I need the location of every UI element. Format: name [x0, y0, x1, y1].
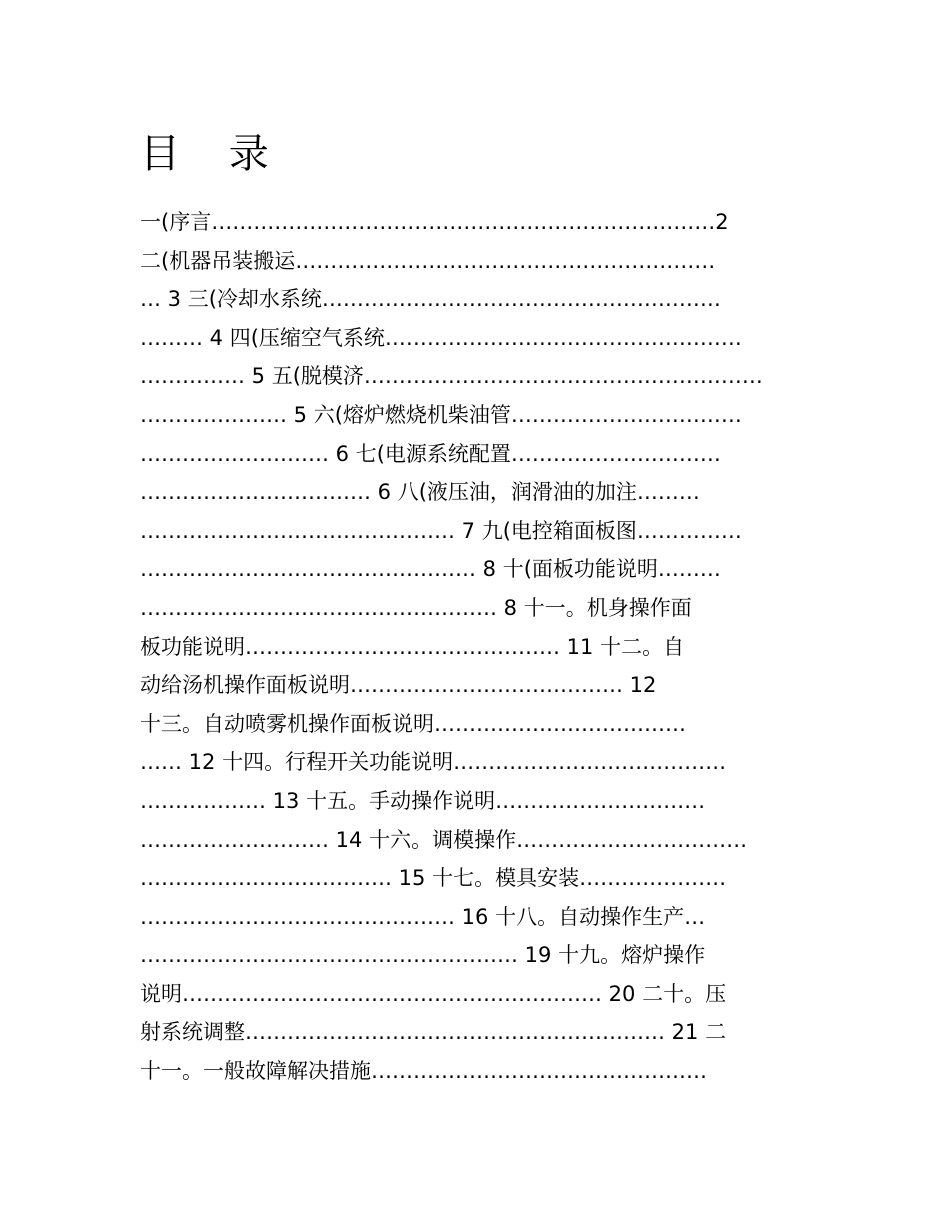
toc-line: 十三。自动喷雾机操作面板说明………………………………: [140, 711, 686, 736]
toc-line: ……………… 13 十五。手动操作说明…………………………: [140, 788, 706, 813]
toc-line: 射系统调整…………………………………………………… 21 二: [140, 1020, 727, 1045]
toc-line: ………………………………………… 8 十(面板功能说明………: [140, 557, 721, 582]
toc-line: ……………………………………………… 19 十九。熔炉操作: [140, 943, 706, 968]
toc-line: … 3 三(冷却水系统…………………………………………………: [140, 287, 721, 312]
toc-line: 板功能说明……………………………………… 11 十二。自: [140, 634, 685, 659]
toc-line: ……………………………………… 16 十八。自动操作生产…: [140, 904, 706, 929]
toc-line: …………… 5 五(脱模济…………………………………………………: [140, 364, 763, 389]
toc-line: ……………………………………… 7 九(电控箱面板图……………: [140, 518, 742, 543]
toc-line: 一(序言………………………………………………………………2: [140, 210, 729, 234]
toc-line: 十一。一般故障解决措施…………………………………………: [140, 1059, 707, 1084]
toc-line: …… 12 十四。行程开关功能说明…………………………………: [140, 750, 727, 775]
toc-line: ……………………………… 15 十七。模具安装…………………: [140, 866, 727, 891]
toc-line: 二(机器吊装搬运……………………………………………………: [140, 248, 716, 273]
toc-line: …………………………………………… 8 十一。机身操作面: [140, 595, 692, 620]
toc-line: 动给汤机操作面板说明………………………………… 12: [140, 673, 657, 698]
page-title: 目 录: [140, 131, 287, 177]
table-of-contents: [140, 203, 820, 1091]
toc-line: …………………………… 6 八(液压油，润滑油的加注………: [140, 480, 700, 505]
toc-line: ……… 4 四(压缩空气系统……………………………………………: [140, 325, 742, 350]
toc-line: ……………………… 6 七(电源系统配置…………………………: [140, 441, 721, 466]
toc-line: 说明…………………………………………………… 20 二十。压: [140, 981, 727, 1006]
toc-line: ………………… 5 六(熔炉燃烧机柴油管……………………………: [140, 402, 742, 427]
toc-line: ……………………… 14 十六。调模操作……………………………: [140, 827, 748, 852]
